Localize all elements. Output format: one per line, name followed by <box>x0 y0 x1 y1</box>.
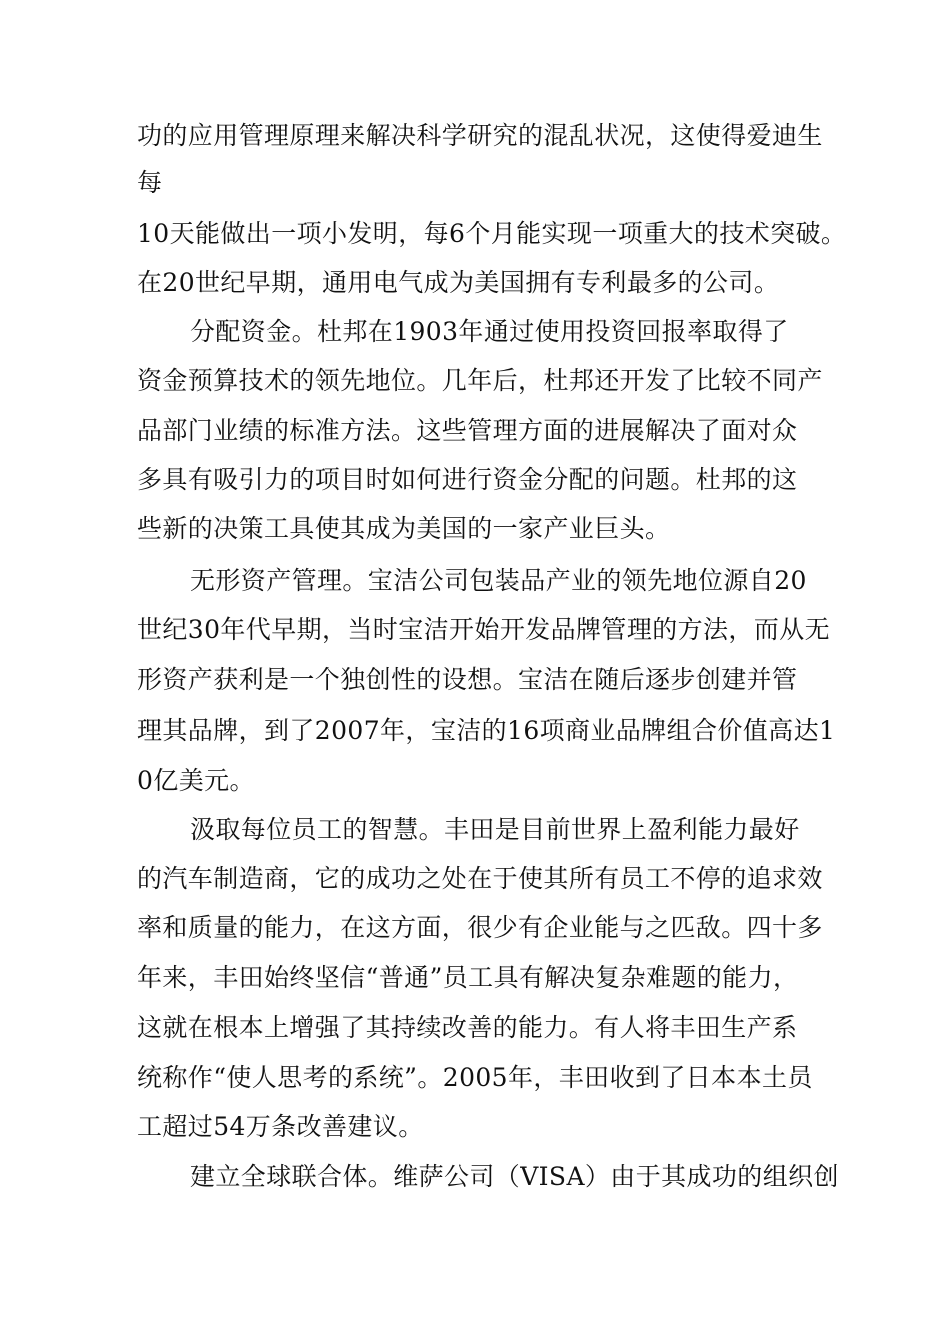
text-line: 10天能做出一项小发明，每6个月能实现一项重大的技术突破。 <box>137 219 847 248</box>
text-line: 资金预算技术的领先地位。几年后，杜邦还开发了比较不同产 <box>137 366 823 395</box>
text-line: 世纪30年代早期，当时宝洁开始开发品牌管理的方法，而从无 <box>137 615 831 644</box>
text-line: 统称作“使人思考的系统”。2005年，丰田收到了日本本土员 <box>137 1063 813 1092</box>
paragraph-first-line: 汲取每位员工的智慧。丰田是目前世界上盈利能力最好 <box>190 815 800 844</box>
text-line: 形资产获利是一个独创性的设想。宝洁在随后逐步创建并管 <box>137 665 798 694</box>
text-line: 每 <box>137 168 163 197</box>
text-line: 工超过54万条改善建议。 <box>137 1112 424 1141</box>
text-line: 率和质量的能力，在这方面，很少有企业能与之匹敌。四十多 <box>137 913 823 942</box>
text-line: 品部门业绩的标准方法。这些管理方面的进展解决了面对众 <box>137 416 798 445</box>
text-line: 功的应用管理原理来解决科学研究的混乱状况，这使得爱迪生 <box>137 121 823 150</box>
text-line: 年来，丰田始终坚信“普通”员工具有解决复杂难题的能力， <box>137 963 799 992</box>
text-line: 理其品牌，到了2007年，宝洁的16项商业品牌组合价值高达1 <box>137 716 836 745</box>
paragraph-first-line: 无形资产管理。宝洁公司包装品产业的领先地位源自20 <box>190 566 807 595</box>
text-line: 些新的决策工具使其成为美国的一家产业巨头。 <box>137 514 671 543</box>
paragraph-first-line: 建立全球联合体。维萨公司（VISA）由于其成功的组织创 <box>190 1162 839 1191</box>
text-line: 多具有吸引力的项目时如何进行资金分配的问题。杜邦的这 <box>137 465 798 494</box>
text-line: 0亿美元。 <box>137 766 255 795</box>
text-line: 这就在根本上增强了其持续改善的能力。有人将丰田生产系 <box>137 1013 798 1042</box>
text-line: 的汽车制造商，它的成功之处在于使其所有员工不停的追求效 <box>137 864 823 893</box>
text-line: 在20世纪早期，通用电气成为美国拥有专利最多的公司。 <box>137 268 780 297</box>
paragraph-first-line: 分配资金。杜邦在1903年通过使用投资回报率取得了 <box>190 317 789 346</box>
